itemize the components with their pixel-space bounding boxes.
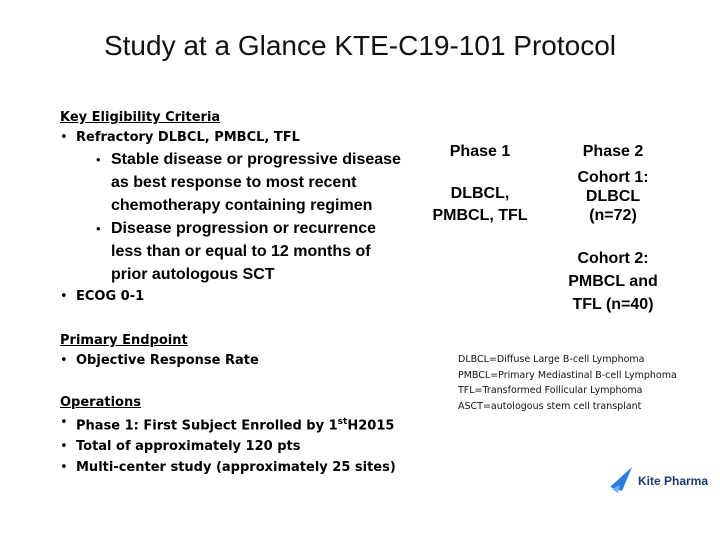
kite-pharma-logo bbox=[608, 462, 708, 498]
abbreviation-item: PMBCL=Primary Mediastinal B-cell Lymphoma bbox=[458, 369, 677, 381]
eligibility-heading: Key Eligibility Criteria bbox=[60, 110, 221, 125]
phase2-heading: Phase 2 bbox=[582, 143, 644, 160]
phase1-heading: Phase 1 bbox=[449, 143, 511, 160]
cohort2-text: Cohort 2: PMBCL and TFL (n=40) bbox=[568, 250, 658, 313]
cohort1-text: Cohort 1: DLBCL (n=72) bbox=[577, 169, 649, 224]
left-column bbox=[60, 108, 420, 478]
first-subject-period: H2015 bbox=[347, 418, 395, 434]
stable-disease-bullet: • Stable disease or progressive disease as best response to most recent chemotherapy containing regimen bbox=[60, 148, 411, 217]
first-subject-text: Phase 1: First Subject Enrolled by 1 bbox=[76, 418, 338, 434]
abbreviation-list bbox=[458, 352, 708, 414]
ecog-bullet: • ECOG 0-1 bbox=[60, 286, 420, 307]
phase1-column bbox=[405, 142, 555, 227]
operations-heading: Operations bbox=[60, 395, 141, 410]
abbreviation-item: ASCT=autologous stem cell transplant bbox=[458, 400, 642, 412]
primary-endpoint-heading: Primary Endpoint bbox=[60, 333, 188, 348]
kite-icon bbox=[608, 465, 638, 495]
phase1-line1: DLBCL, bbox=[450, 185, 510, 202]
slide-title: Study at a Glance KTE-C19-101 Protocol bbox=[103, 30, 617, 61]
orr-bullet: • Objective Response Rate bbox=[60, 350, 420, 371]
phase1-line2: PMBCL, TFL bbox=[432, 207, 528, 224]
refractory-bullet: • Refractory DLBCL, PMBCL, TFL bbox=[60, 127, 420, 148]
first-subject-bullet bbox=[60, 412, 420, 436]
phase2-column bbox=[548, 142, 678, 316]
phase1-indications bbox=[405, 183, 555, 227]
total-pts-bullet: • Total of approximately 120 pts bbox=[60, 436, 420, 457]
abbreviation-item: TFL=Transformed Follicular Lymphoma bbox=[458, 385, 643, 396]
abbreviation-item: DLBCL=Diffuse Large B-cell Lymphoma bbox=[458, 354, 645, 365]
disease-progression-bullet: • Disease progression or recurrence less than or equal to 12 months of prior autologous SCT bbox=[60, 217, 411, 286]
ordinal-suffix: st bbox=[337, 417, 348, 427]
logo-text: Kite Pharma bbox=[638, 474, 709, 488]
multicenter-bullet: • Multi-center study (approximately 25 sites) bbox=[60, 457, 420, 478]
